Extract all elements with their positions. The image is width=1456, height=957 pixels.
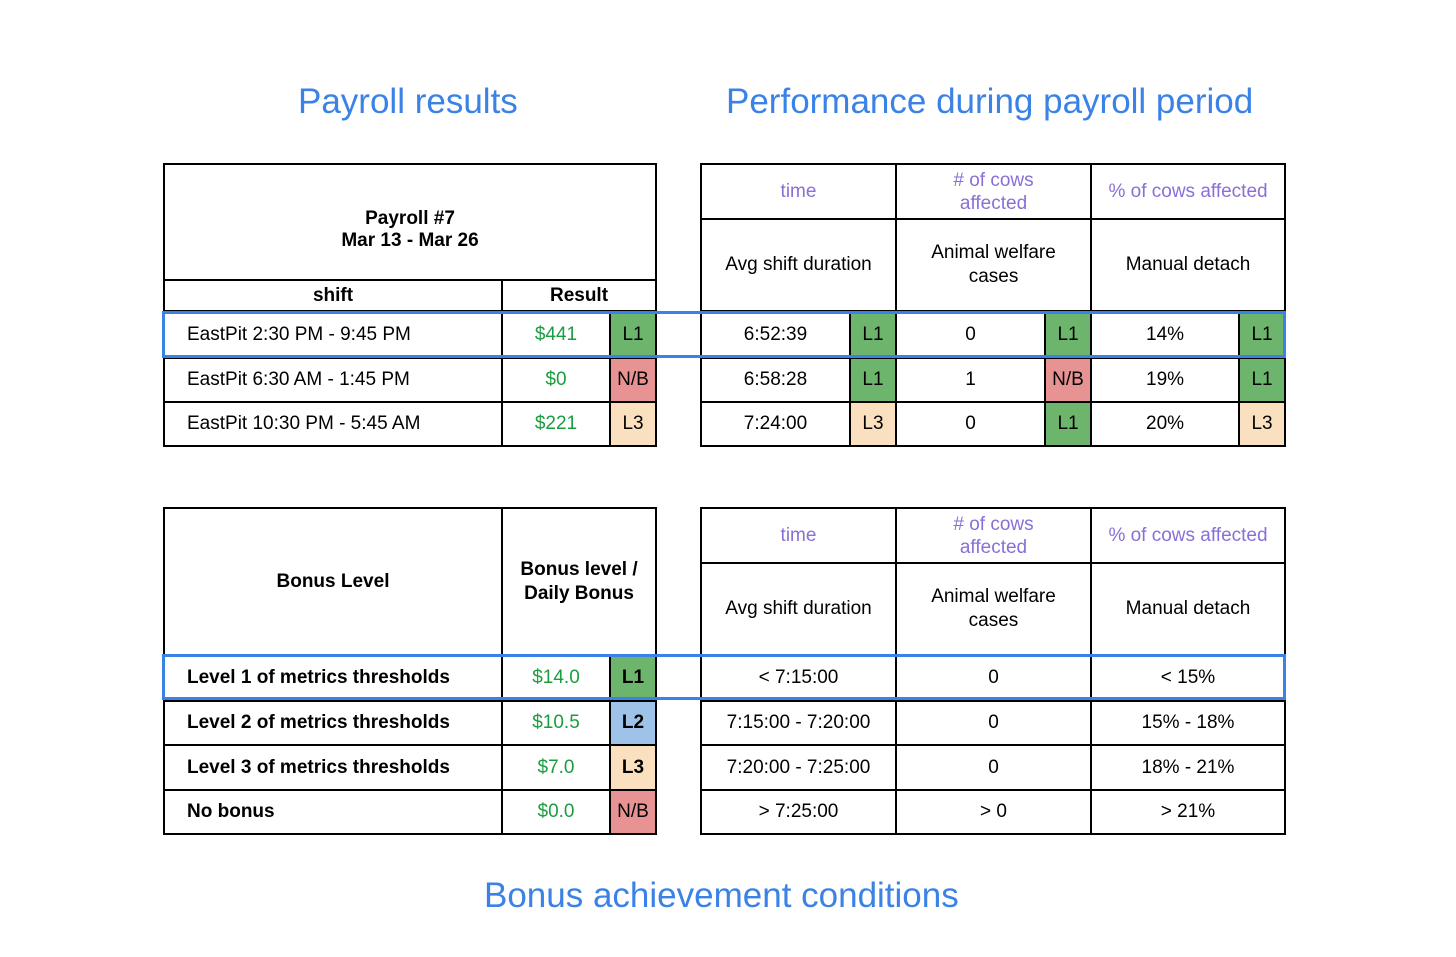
level-badge: N/B — [610, 790, 656, 834]
shift-cell: EastPit 2:30 PM - 9:45 PM — [164, 311, 502, 358]
performance-heading: Performance during payroll period — [726, 82, 1254, 121]
welfare-cell: 0 — [896, 311, 1045, 358]
level-badge: L3 — [610, 402, 656, 446]
level-badge: L1 — [1045, 402, 1091, 446]
level-badge: L3 — [850, 402, 896, 446]
table-row — [701, 358, 1285, 402]
shift-cell: EastPit 6:30 AM - 1:45 PM — [164, 358, 502, 402]
shift-header: shift — [164, 280, 502, 311]
table-row — [164, 311, 656, 358]
category-pct-cows: % of cows affected — [1091, 508, 1285, 563]
metric-welfare-line2: cases — [968, 610, 1019, 631]
duration-threshold: > 7:25:00 — [701, 790, 896, 834]
duration-threshold: 7:15:00 - 7:20:00 — [701, 701, 896, 745]
level-badge: L1 — [1239, 358, 1285, 402]
bonus-conditions-heading: Bonus achievement conditions — [484, 876, 959, 915]
bonus-level-header: Bonus Level — [164, 508, 502, 655]
detach-threshold: 15% - 18% — [1091, 701, 1285, 745]
payroll-date-range: Mar 13 - Mar 26 — [341, 230, 479, 251]
result-cell: $0 — [502, 358, 610, 402]
metric-avg-shift-duration: Avg shift duration — [701, 563, 896, 655]
table-row — [164, 701, 656, 745]
category-cows-affected — [896, 164, 1091, 219]
level-badge: L1 — [1045, 311, 1091, 358]
category-time: time — [701, 508, 896, 563]
metric-welfare-line1: Animal welfare — [931, 586, 1056, 607]
payroll-results-heading: Payroll results — [298, 82, 518, 121]
welfare-threshold: 0 — [896, 701, 1091, 745]
detach-cell: 14% — [1091, 311, 1239, 358]
level-badge: L1 — [850, 358, 896, 402]
result-cell: $221 — [502, 402, 610, 446]
result-cell: $441 — [502, 311, 610, 358]
metric-welfare-line1: Animal welfare — [931, 242, 1056, 263]
level-badge: L2 — [610, 701, 656, 745]
table-row — [701, 311, 1285, 358]
bonus-levels-table — [163, 507, 657, 835]
category-cows-line1: # of cows — [953, 513, 1034, 535]
table-row — [164, 655, 656, 701]
bonus-level-name: Level 2 of metrics thresholds — [164, 701, 502, 745]
category-pct-cows: % of cows affected — [1091, 164, 1285, 219]
daily-bonus-header-line2: Daily Bonus — [524, 582, 634, 604]
level-badge: N/B — [1045, 358, 1091, 402]
level-badge: L1 — [850, 311, 896, 358]
table-row — [701, 790, 1285, 834]
duration-cell: 6:52:39 — [701, 311, 850, 358]
payroll-title — [164, 164, 656, 280]
level-badge: L1 — [610, 655, 656, 701]
performance-table — [700, 163, 1286, 447]
table-row — [701, 701, 1285, 745]
table-row — [701, 745, 1285, 790]
category-cows-line2: affected — [959, 192, 1028, 214]
welfare-threshold: 0 — [896, 655, 1091, 701]
table-row — [164, 402, 656, 446]
detach-cell: 19% — [1091, 358, 1239, 402]
level-badge: L3 — [1239, 402, 1285, 446]
table-row — [164, 790, 656, 834]
metric-avg-shift-duration: Avg shift duration — [701, 219, 896, 311]
metric-animal-welfare — [896, 219, 1091, 311]
detach-threshold: < 15% — [1091, 655, 1285, 701]
table-row — [164, 358, 656, 402]
level-badge: L3 — [610, 745, 656, 790]
daily-bonus-header-line1: Bonus level / — [520, 558, 638, 580]
bonus-amount: $0.0 — [502, 790, 610, 834]
metric-manual-detach: Manual detach — [1091, 219, 1285, 311]
level-badge: L1 — [1239, 311, 1285, 358]
bonus-conditions-table — [700, 507, 1286, 835]
welfare-threshold: > 0 — [896, 790, 1091, 834]
payroll-table — [163, 163, 657, 447]
daily-bonus-header — [502, 508, 656, 655]
metric-animal-welfare — [896, 563, 1091, 655]
bonus-amount: $10.5 — [502, 701, 610, 745]
bonus-level-name: Level 3 of metrics thresholds — [164, 745, 502, 790]
category-time: time — [701, 164, 896, 219]
duration-threshold: 7:20:00 - 7:25:00 — [701, 745, 896, 790]
detach-threshold: > 21% — [1091, 790, 1285, 834]
table-row — [701, 655, 1285, 701]
category-cows-line2: affected — [959, 536, 1028, 558]
duration-cell: 6:58:28 — [701, 358, 850, 402]
welfare-threshold: 0 — [896, 745, 1091, 790]
category-cows-line1: # of cows — [953, 169, 1034, 191]
payroll-number: Payroll #7 — [365, 208, 455, 229]
bonus-level-name: Level 1 of metrics thresholds — [164, 655, 502, 701]
detach-threshold: 18% - 21% — [1091, 745, 1285, 790]
metric-manual-detach: Manual detach — [1091, 563, 1285, 655]
category-cows-affected — [896, 508, 1091, 563]
bonus-amount: $14.0 — [502, 655, 610, 701]
shift-cell: EastPit 10:30 PM - 5:45 AM — [164, 402, 502, 446]
duration-threshold: < 7:15:00 — [701, 655, 896, 701]
bonus-level-name: No bonus — [164, 790, 502, 834]
duration-cell: 7:24:00 — [701, 402, 850, 446]
detach-cell: 20% — [1091, 402, 1239, 446]
welfare-cell: 0 — [896, 402, 1045, 446]
level-badge: N/B — [610, 358, 656, 402]
metric-welfare-line2: cases — [968, 266, 1019, 287]
table-row — [164, 745, 656, 790]
bonus-amount: $7.0 — [502, 745, 610, 790]
result-header: Result — [502, 280, 656, 311]
welfare-cell: 1 — [896, 358, 1045, 402]
table-row — [701, 402, 1285, 446]
level-badge: L1 — [610, 311, 656, 358]
